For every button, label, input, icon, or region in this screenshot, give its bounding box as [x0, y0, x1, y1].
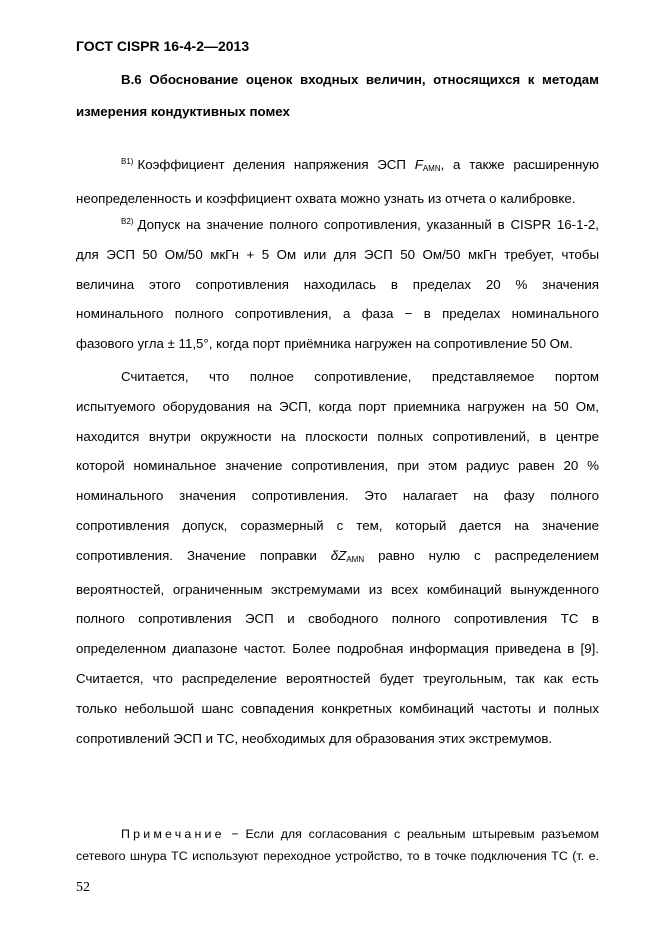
footnote-b2-line-5: фазового угла ± 11,5°, когда порт приёмника нагружен на сопротивление 50 Ом. — [76, 336, 573, 352]
paragraph-line: номинального значения сопротивления. Это налагает на фазу полного — [76, 488, 599, 504]
paragraph-line: вероятностей, ограниченным экстремумами из всех комбинаций вынужденного — [76, 581, 599, 597]
paragraph-line: сопротивлений ЭСП и ТС, необходимых для образования этих экстремумов. — [76, 730, 553, 746]
paragraph-line: Считается, что распределение вероятностей будет треугольным, так как есть — [76, 670, 599, 686]
paragraph-line: сопротивления допуск, соразмерный с тем, который дается на значение — [76, 517, 599, 533]
document-header: ГОСТ CISPR 16-4-2—2013 — [76, 38, 250, 54]
body-paragraph — [76, 362, 599, 753]
paragraph-line: испытуемого оборудования на ЭСП, когда порт приемника нагружен на 50 Ом, — [76, 398, 599, 414]
footnote-b1-line-1: $^{В1)}$ Коэффициент деления напряжения ЭСП $F_{AMN}$, а также расширенную — [121, 157, 599, 173]
subscript: AMN — [422, 164, 441, 173]
paragraph-line: сопротивления. Значение поправки $\delta Z_{AMN}$ равно нулю с распределением — [76, 547, 599, 564]
note-block — [76, 823, 599, 867]
symbol-delta-z: δZ — [330, 547, 347, 563]
footnote-b2-line-4: номинального полного сопротивления, а фаза − в пределах номинального — [76, 306, 599, 322]
footnote-b2-line-3: величина этого сопротивления находилась в пределах 20 % значения — [76, 276, 599, 292]
footnote-b1-line-2: неопределенность и коэффициент охвата можно узнать из отчета о калибровке. — [76, 190, 576, 206]
paragraph-line: которой номинальное значение сопротивления, при этом радиус равен 20 % — [76, 458, 599, 474]
note-label: Примечание — [121, 827, 225, 841]
paragraph-line: Считается, что полное сопротивление, представляемое портом — [121, 369, 599, 384]
footnote-mark: В2) — [121, 217, 134, 226]
footnote-mark: В1) — [121, 157, 134, 166]
paragraph-line: находится внутри окружности на плоскости полных сопротивлений, в центре — [76, 428, 599, 444]
subscript: AMN — [346, 554, 365, 564]
symbol-f: F — [414, 157, 423, 172]
note-line-2: сетевого шнура ТС используют переходное устройство, то в точке подключения ТС (т. е. — [76, 849, 599, 863]
footnote-b2-line-2: для ЭСП 50 Ом/50 мкГн + 5 Ом или для ЭСП 50 Ом/50 мкГн требует, чтобы — [76, 246, 599, 262]
paragraph-line: только небольшой шанс совпадения конкретных комбинаций частоты и полных — [76, 700, 599, 716]
section-heading-line-1: В.6 Обоснование оценок входных величин, относящихся к методам — [121, 72, 599, 87]
paragraph-line: определенном диапазоне частот. Более подробная информация приведена в [9]. — [76, 641, 599, 657]
footnote-b1 — [76, 147, 599, 214]
paragraph-line: полного сопротивления ЭСП и свободного полного сопротивления ТС в — [76, 611, 599, 627]
section-heading-line-2: измерения кондуктивных помех — [76, 104, 290, 119]
footnote-b2-line-1: $^{В2)}$ Допуск на значение полного сопротивления, указанный в CISPR 16-1-2, — [121, 217, 599, 232]
footnote-b2 — [76, 207, 599, 359]
note-line-1: Примечание − Если для согласования с реальным штыревым разъемом — [121, 827, 600, 841]
section-heading — [76, 64, 599, 128]
page-number: 52 — [76, 880, 90, 895]
